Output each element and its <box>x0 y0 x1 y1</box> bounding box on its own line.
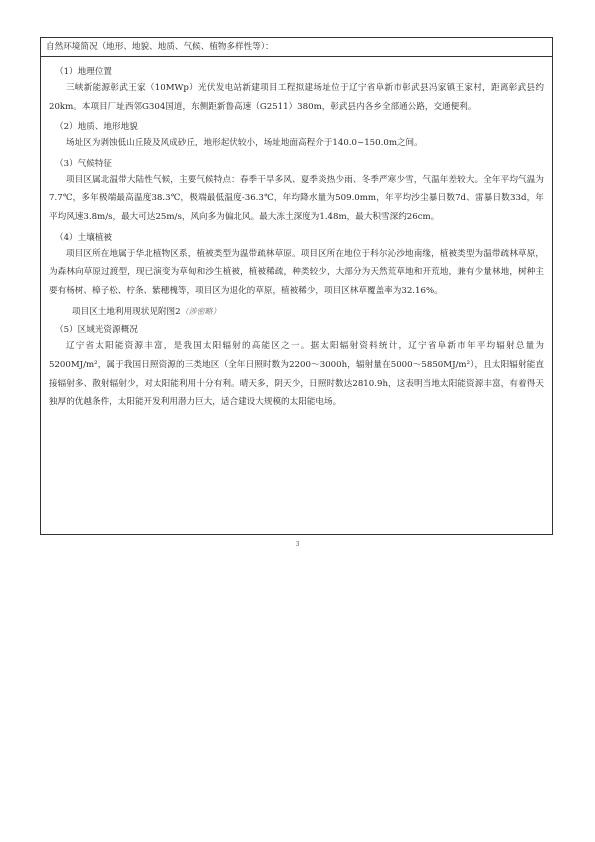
landuse-reference-text: 项目区土地利用现状见附图2 <box>72 307 181 318</box>
section-paragraph-geology: 场址区为剥蚀低山丘陵及风成砂丘，地形起伏较小，场址地面高程介于140.0~150.0m之间。 <box>66 138 423 149</box>
environment-table <box>40 37 553 535</box>
landuse-reference <box>49 305 544 319</box>
section-paragraph-solar: 辽宁省太阳能资源丰富，是我国太阳辐射的高能区之一。据太阳辐射资料统计，辽宁省阜新市年平均辐射总量为5200MJ/m²，属于我国日照资源的三类地区（全年日照时数为2200～3000h，辐射量在5000～5850MJ/m²），且太阳辐射能直接辐射多、散射辐射少，对太阳能利用十分有利。晴天多，阴天少，日照时数达2810.9h，这表明当地太阳能资源丰富，有着得天独厚的优越条件，太阳能开发利用潜力巨大，适合建设大规模的太阳能电场。 <box>49 341 544 408</box>
section-heading-climate: （3）气候特征 <box>55 158 113 169</box>
table-header: 自然环境简况（地形、地貌、地质、气候、植物多样性等）： <box>41 38 552 57</box>
table-content <box>41 57 552 412</box>
section-heading-solar: （5）区域光资源概况 <box>55 325 138 336</box>
section-paragraph-climate: 项目区属北温带大陆性气候，主要气候特点：春季干旱多风、夏季炎热少雨、冬季严寒少雪，气温年差较大。全年平均气温为7.7℃，多年极端最高温度38.3℃，极端最低温度-36.3℃，年均降水量为509.0mm，年平均沙尘暴日数7d、雷暴日数33d，年平均风速3.8m/s，最大可达25m/s，风向多为偏北风。最大冻土深度为1.48m，最大积雪深约26cm。 <box>49 174 544 222</box>
section-paragraph-vegetation: 项目区所在地属于华北植物区系，植被类型为温带疏林草原。项目区所在地位于科尔沁沙地南缘，植被类型为温带疏林草原，为森林向草原过渡型，现已演变为草甸和沙生植被，植被稀疏，种类较少，大部分为天然荒草地和开荒地，兼有少量林地，树种主要有杨树、樟子松、柠条、紫穗槐等，项目区为退化的草原，植被稀少，项目区林草覆盖率为32.16%。 <box>49 248 544 296</box>
section-heading-location: （1）地理位置 <box>55 67 113 77</box>
page-number: 3 <box>295 541 300 548</box>
section-heading-vegetation: （4）土壤植被 <box>55 232 113 243</box>
landuse-reference-note: （涉密略） <box>180 307 221 317</box>
section-paragraph-location: 三峡新能源彰武王家（10MWp）光伏发电站新建项目工程拟建场址位于辽宁省阜新市彰武县冯家镇王家村，距离彰武县约20km。本项目厂址西邻G304国道，东侧距新鲁高速（G2511）380m，彰武县内各乡全部通公路，交通便利。 <box>49 83 544 112</box>
section-heading-geology: （2）地质、地形地貌 <box>55 122 138 133</box>
